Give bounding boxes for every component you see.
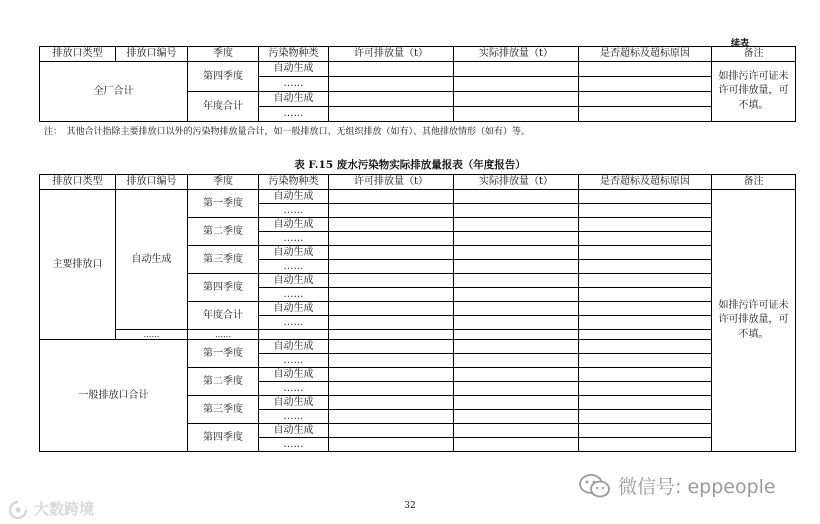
wechat-icon: [578, 473, 612, 499]
header-quarter: 季度: [188, 175, 259, 190]
header-actual: 实际排放量（t）: [454, 175, 579, 190]
remark-cell: 如排污许可证未许可排放量，可不填。: [712, 190, 796, 452]
general-outlet-label: 一般排放口合计: [40, 340, 188, 452]
emission-report-table: [39, 174, 796, 452]
main-outlet-label: 主要排放口: [40, 190, 116, 340]
pollutant-cell: 自动生成: [259, 302, 329, 316]
pollutant-ellipsis: ……: [259, 77, 329, 92]
period-ellipsis: ……: [188, 330, 259, 340]
header-quarter: 季度: [188, 47, 259, 62]
table-note: 注： 其他合计指除主要排放口以外的污染物排放量合计，如一般排放口、无组织排放（如有）、其他排放情形（如有）等。: [44, 127, 531, 137]
header-remark: 备注: [712, 47, 796, 62]
period-cell: 第三季度: [188, 246, 259, 274]
header-pollutant: 污染物种类: [259, 47, 329, 62]
period-cell: 第四季度: [188, 274, 259, 302]
wechat-watermark: [578, 472, 776, 499]
continued-label: 续表: [731, 39, 750, 49]
pollutant-cell: 自动生成: [259, 424, 329, 438]
header-permitted: 许可排放量（t）: [329, 175, 454, 190]
pollutant-cell: 自动生成: [259, 274, 329, 288]
period-cell: 年度合计: [188, 92, 259, 122]
period-cell: 第二季度: [188, 218, 259, 246]
brand-watermark: [6, 498, 94, 519]
pollutant-ellipsis: ……: [259, 382, 329, 396]
header-actual: 实际排放量（t）: [454, 47, 579, 62]
pollutant-ellipsis: ……: [259, 107, 329, 122]
header-outlet-id: 排放口编号: [116, 175, 188, 190]
period-cell: 第一季度: [188, 340, 259, 368]
brand-logo-icon: [6, 499, 30, 519]
pollutant-ellipsis: ……: [259, 438, 329, 452]
outlet-ellipsis: ……: [116, 330, 188, 340]
period-cell: 第一季度: [188, 190, 259, 218]
header-permitted: 许可排放量（t）: [329, 47, 454, 62]
outlet-id-cell: 自动生成: [116, 190, 188, 330]
pollutant-ellipsis: ……: [259, 204, 329, 218]
table-caption: 表 F.15 废水污染物实际排放量报表（年度报告）: [294, 159, 526, 171]
pollutant-cell: 自动生成: [259, 92, 329, 107]
pollutant-ellipsis: ……: [259, 316, 329, 330]
header-outlet-type: 排放口类型: [40, 175, 116, 190]
header-outlet-id: 排放口编号: [116, 47, 188, 62]
pollutant-ellipsis: ……: [259, 232, 329, 246]
pollutant-ellipsis: ……: [259, 288, 329, 302]
header-exceed: 是否超标及超标原因: [579, 47, 712, 62]
pollutant-cell: 自动生成: [259, 62, 329, 77]
header-remark: 备注: [712, 175, 796, 190]
pollutant-cell: 自动生成: [259, 218, 329, 232]
pollutant-cell: 自动生成: [259, 368, 329, 382]
header-outlet-type: 排放口类型: [40, 47, 116, 62]
remark-cell: 如排污许可证未许可排放量，可不填。: [712, 62, 796, 122]
pollutant-ellipsis: ……: [259, 260, 329, 274]
header-exceed: 是否超标及超标原因: [579, 175, 712, 190]
pollutant-cell: 自动生成: [259, 396, 329, 410]
pollutant-ellipsis: ……: [259, 410, 329, 424]
period-cell: 年度合计: [188, 302, 259, 330]
period-cell: 第四季度: [188, 62, 259, 92]
pollutant-cell: 自动生成: [259, 246, 329, 260]
wechat-id-text: 微信号: eppeople: [618, 476, 776, 498]
pollutant-cell: 自动生成: [259, 190, 329, 204]
period-cell: 第二季度: [188, 368, 259, 396]
period-cell: 第三季度: [188, 396, 259, 424]
period-cell: 第四季度: [188, 424, 259, 452]
group-label: 全厂合计: [40, 62, 188, 122]
pollutant-cell: 自动生成: [259, 340, 329, 354]
pollutant-ellipsis: ……: [259, 354, 329, 368]
header-pollutant: 污染物种类: [259, 175, 329, 190]
page-number: 32: [404, 501, 416, 511]
brand-watermark-text: 大数跨境: [34, 500, 95, 518]
continued-table: [39, 46, 796, 122]
